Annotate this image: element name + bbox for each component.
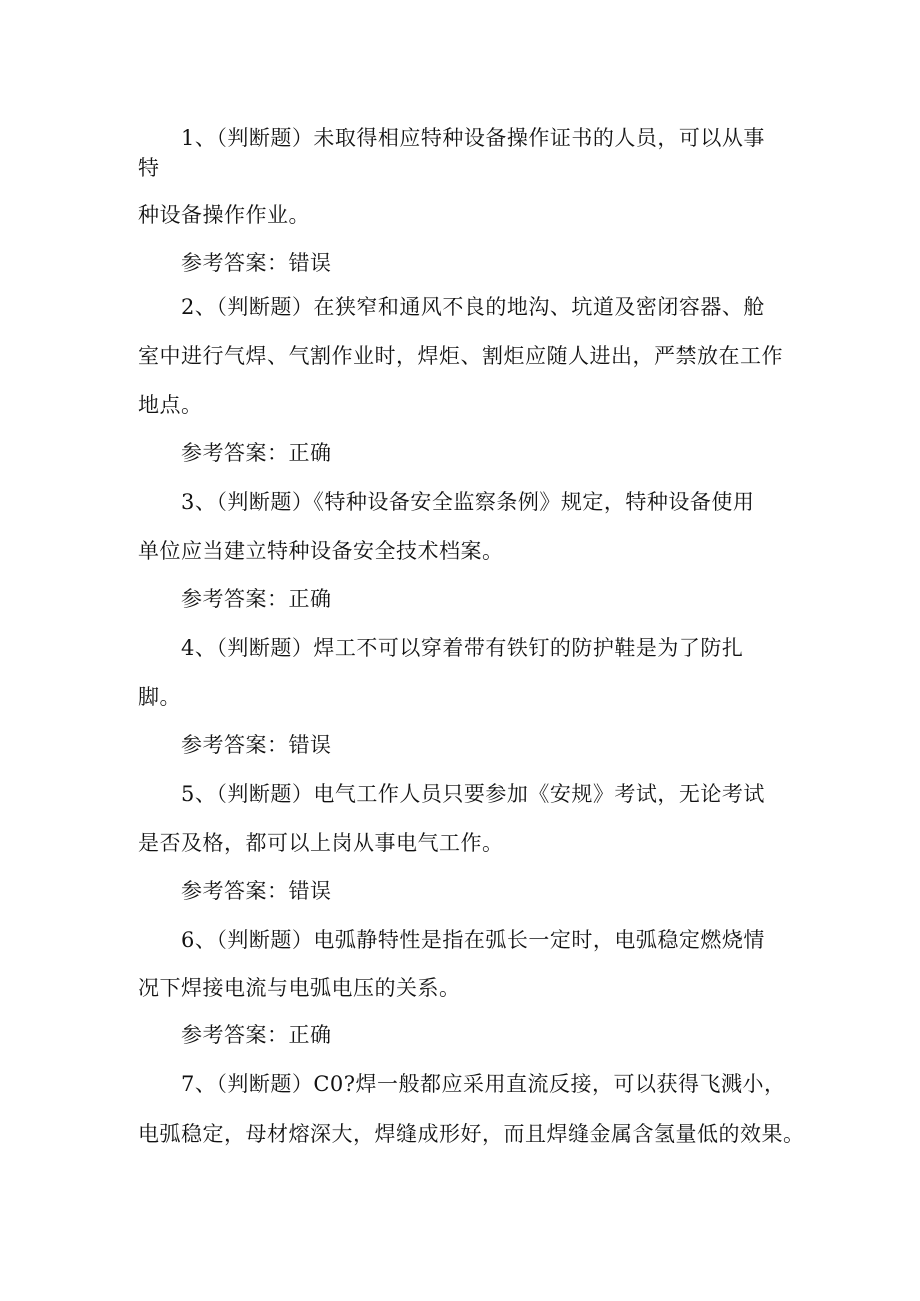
question-5-answer: 参考答案：错误	[181, 879, 332, 903]
question-3-answer: 参考答案：正确	[181, 587, 332, 611]
question-1-answer: 参考答案：错误	[181, 251, 332, 275]
question-2-line-3: 地点。	[138, 393, 203, 417]
question-7-line-1: 7、（判断题）C0?焊一般都应采用直流反接，可以获得飞溅小，	[181, 1072, 786, 1096]
question-5-line-1: 5、（判断题）电气工作人员只要参加《安规》考试，无论考试	[181, 782, 765, 806]
question-3-line-2: 单位应当建立特种设备安全技术档案。	[138, 539, 504, 563]
question-4-line-1: 4、（判断题）焊工不可以穿着带有铁钉的防护鞋是为了防扎	[181, 636, 744, 660]
question-6-line-1: 6、（判断题）电弧静特性是指在弧长一定时，电弧稳定燃烧情	[181, 928, 765, 952]
question-4-line-2: 脚。	[138, 685, 181, 709]
question-7-line-2: 电弧稳定，母材熔深大，焊缝成形好，而且焊缝金属含氢量低的效果。	[138, 1122, 805, 1146]
question-6-answer: 参考答案：正确	[181, 1023, 332, 1047]
question-4-answer: 参考答案：错误	[181, 733, 332, 757]
question-1-line-2: 特	[138, 156, 160, 180]
question-2-line-1: 2、（判断题）在狭窄和通风不良的地沟、坑道及密闭容器、舱	[181, 295, 765, 319]
question-1-line-1: 1、（判断题）未取得相应特种设备操作证书的人员，可以从事	[181, 126, 765, 150]
question-2-answer: 参考答案：正确	[181, 441, 332, 465]
question-5-line-2: 是否及格，都可以上岗从事电气工作。	[138, 831, 504, 855]
question-3-line-1: 3、（判断题）《特种设备安全监察条例》规定，特种设备使用	[181, 490, 755, 514]
question-2-line-2: 室中进行气焊、气割作业时，焊炬、割炬应随人进出，严禁放在工作	[138, 344, 783, 368]
question-6-line-2: 况下焊接电流与电弧电压的关系。	[138, 976, 461, 1000]
question-1-line-3: 种设备操作作业。	[138, 203, 310, 227]
